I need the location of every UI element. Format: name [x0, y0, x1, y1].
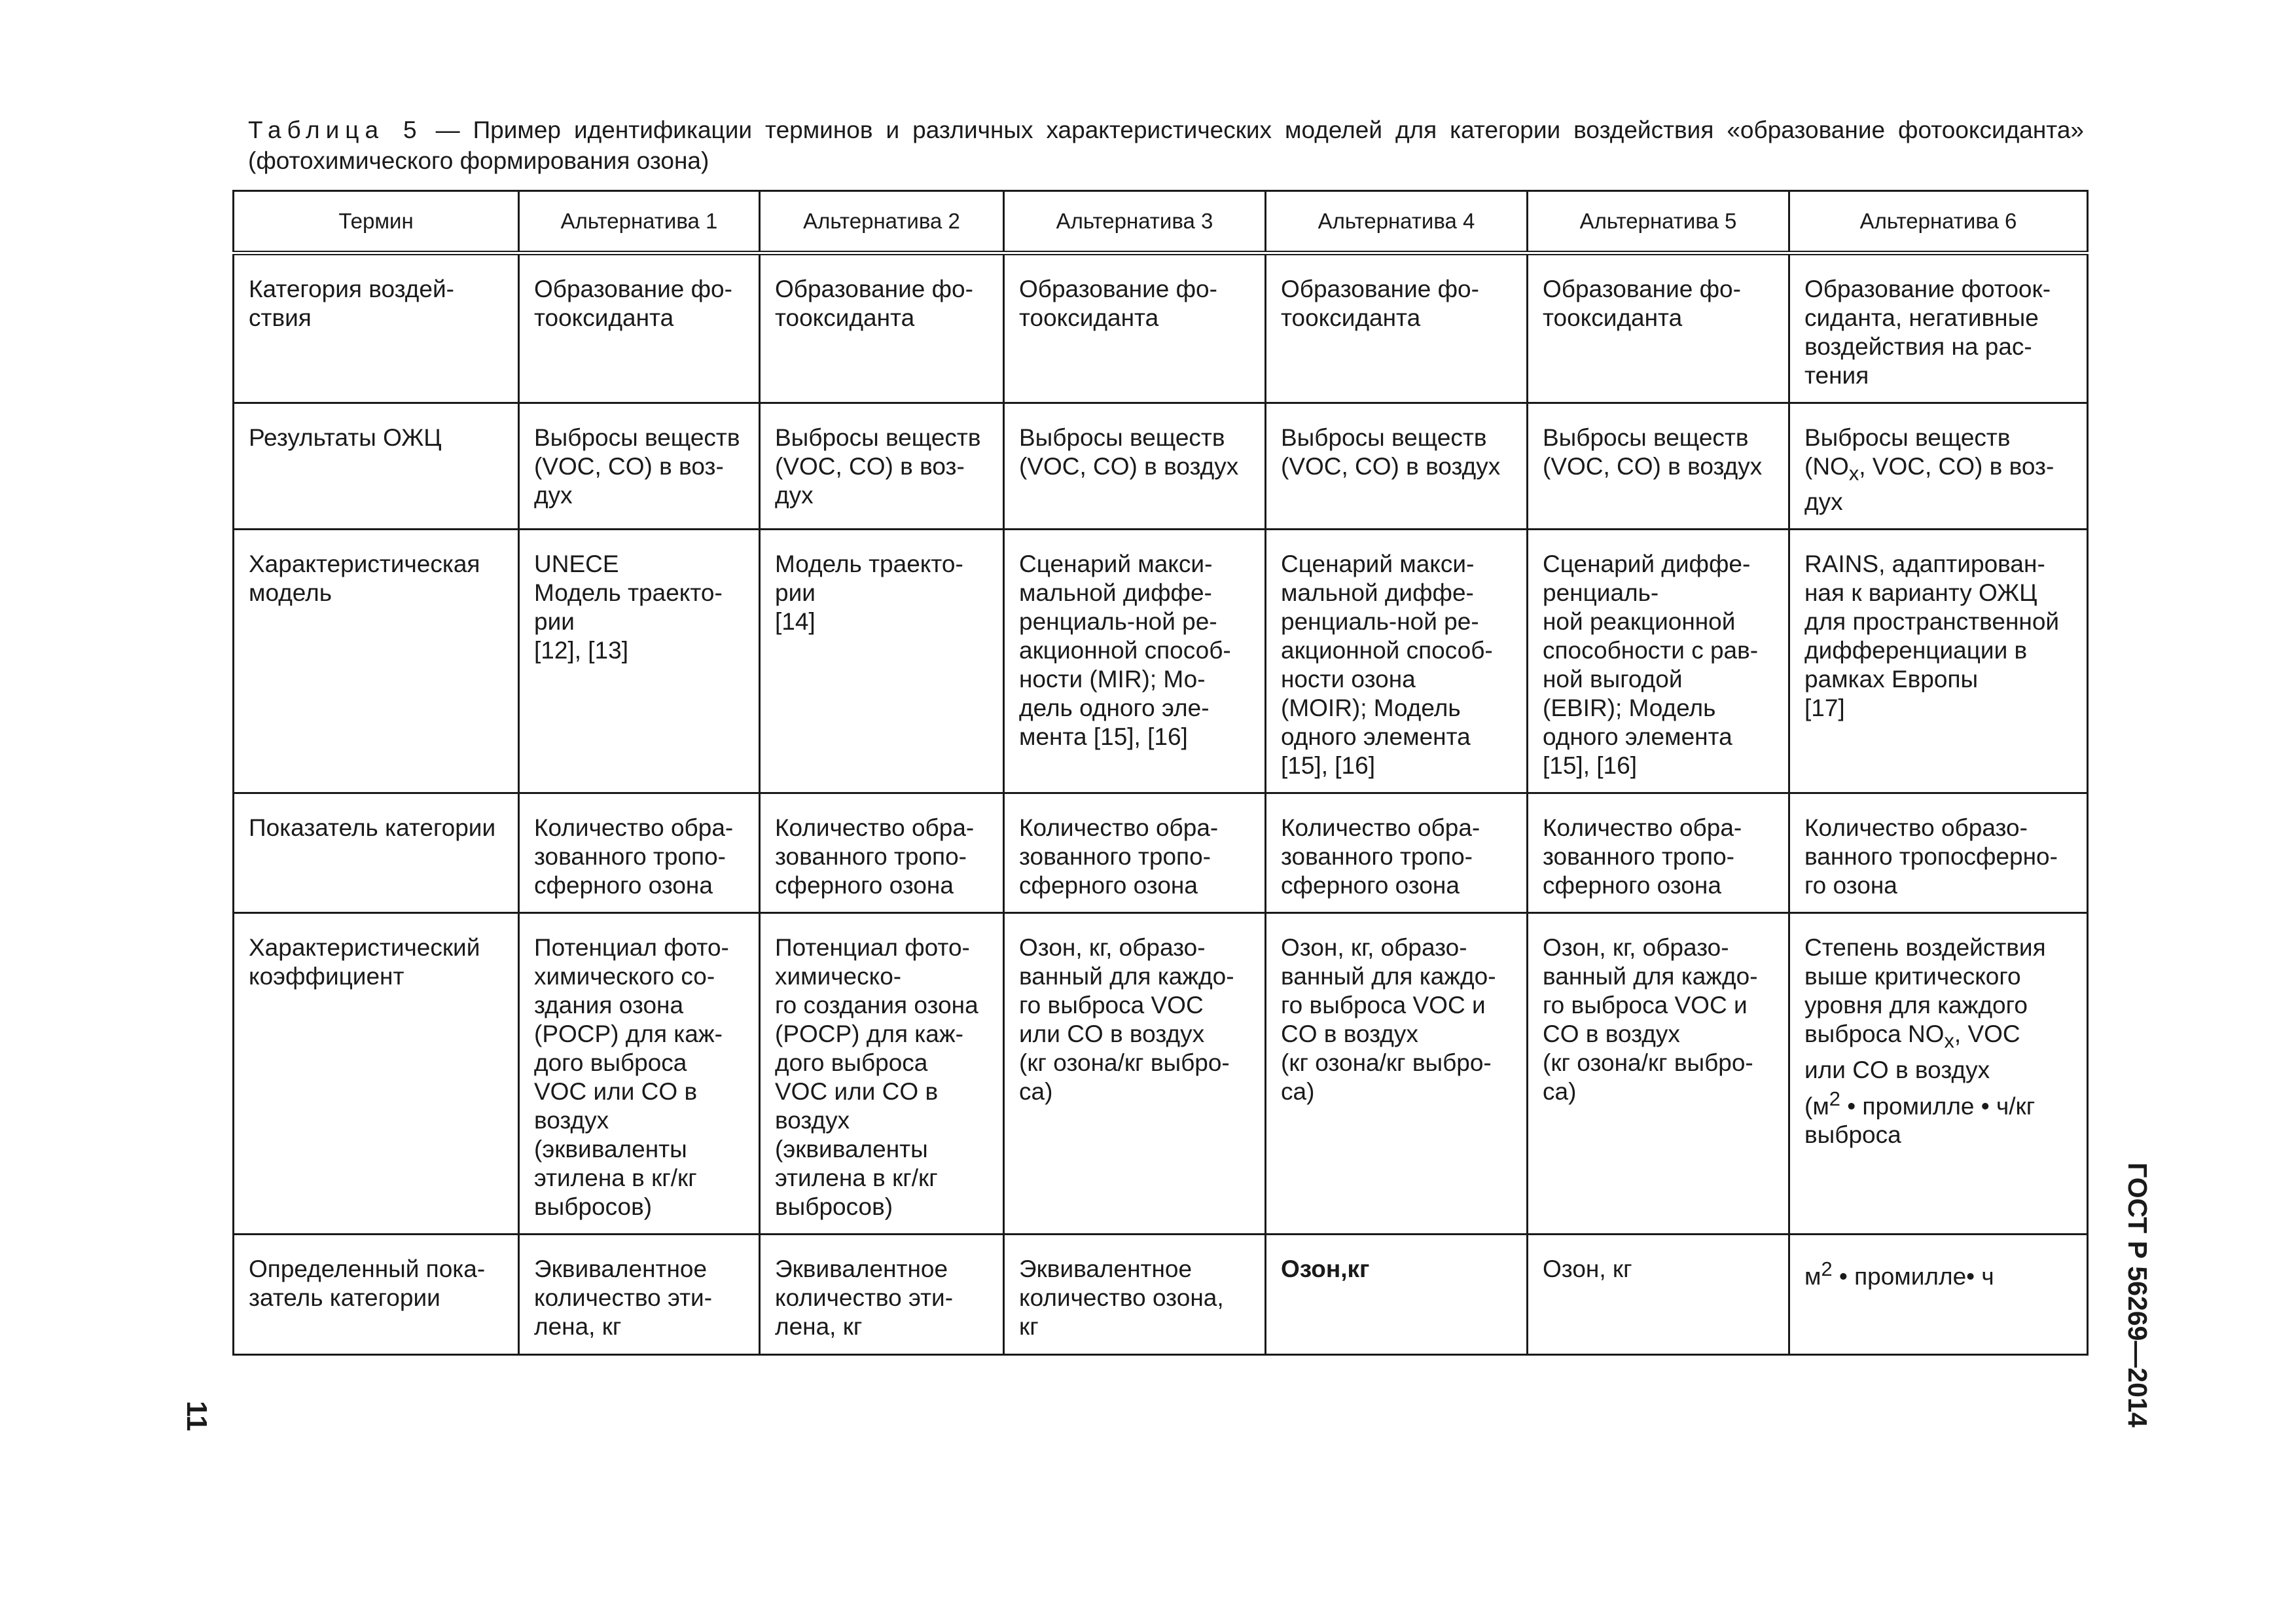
table-cell: Сценарий макси- мальной диффе- ренциаль-ной ре- акционной способ- ности (MIR); Мо- дель одного эле- мента [15], [16]	[1004, 530, 1266, 793]
table-cell: Озон, кг, образо- ванный для каждо- го выброса VOC и CO в воздух (кг озона/кг выбро- са)	[1528, 913, 1789, 1235]
table-cell: Озон, кг, образо- ванный для каждо- го выброса VOC и CO в воздух (кг озона/кг выбро- са)	[1266, 913, 1528, 1235]
table-cell: Количество обра- зованного тропо- сферного озона	[1004, 793, 1266, 913]
table-cell: Образование фо- тооксиданта	[519, 253, 760, 403]
table-caption-text: — Пример идентификации терминов и различных характеристических моделей для категории воздействия «образование фотооксиданта» (фотохимического формирования озона)	[248, 117, 2084, 174]
column-header-alt-3: Альтернатива 3	[1004, 191, 1266, 253]
cell-text-part: Степень воздействия выше критического уровня для каждого выброса NO	[1804, 934, 2046, 1048]
table-row-defined-indicator	[234, 1235, 2088, 1355]
table-cell: Количество образо- ванного тропосферно- го озона	[1789, 793, 2088, 913]
table-cell: Количество обра- зованного тропо- сферного озона	[519, 793, 760, 913]
superscript-text: 2	[1829, 1087, 1840, 1110]
table-header-row	[234, 191, 2088, 253]
column-header-alt-4: Альтернатива 4	[1266, 191, 1528, 253]
table-cell	[1789, 403, 2088, 530]
column-header-term: Термин	[234, 191, 519, 253]
row-term-cell: Категория воздей- ствия	[234, 253, 519, 403]
column-header-alt-2: Альтернатива 2	[760, 191, 1004, 253]
table-cell: Модель траекто- рии [14]	[760, 530, 1004, 793]
table-cell: Эквивалентное количество озона, кг	[1004, 1235, 1266, 1355]
row-term-cell: Характеристический коэффициент	[234, 913, 519, 1235]
table-row-impact-category	[234, 253, 2088, 403]
column-header-alt-1: Альтернатива 1	[519, 191, 760, 253]
cell-text-part: м	[1804, 1263, 1821, 1290]
cell-text-part: Выбросы веществ (NO	[1804, 424, 2011, 480]
table-row-characterization-factor	[234, 913, 2088, 1235]
table-cell: UNECE Модель траекто- рии [12], [13]	[519, 530, 760, 793]
table-row-lca-results	[234, 403, 2088, 530]
column-header-alt-5: Альтернатива 5	[1528, 191, 1789, 253]
row-term-cell: Определенный пока- затель категории	[234, 1235, 519, 1355]
superscript-text: 2	[1821, 1257, 1833, 1281]
comparison-table	[232, 190, 2089, 1356]
table-cell: Выбросы веществ (VOC, CO) в воздух	[1266, 403, 1528, 530]
table-row-characterization-model	[234, 530, 2088, 793]
table-row-category-indicator	[234, 793, 2088, 913]
table-cell	[1789, 913, 2088, 1235]
table-cell: Потенциал фото- химического со- здания озона (POCP) для каж- дого выброса VOC или CO в воздух (эквиваленты этилена в кг/кг выбросов)	[519, 913, 760, 1235]
table-cell: Выбросы веществ (VOC, CO) в воз- дух	[519, 403, 760, 530]
table-cell: Сценарий диффе- ренциаль- ной реакционной способности с рав- ной выгодой (EBIR); Модель одного элемента [15], [16]	[1528, 530, 1789, 793]
table-cell: Выбросы веществ (VOC, CO) в воздух	[1528, 403, 1789, 530]
table-cell: Образование фо- тооксиданта	[1528, 253, 1789, 403]
table-cell: Озон, кг	[1528, 1235, 1789, 1355]
cell-text-part: • промилле • ч/кг выброса	[1804, 1092, 2036, 1149]
subscript-text: x	[1848, 461, 1859, 485]
column-header-alt-6: Альтернатива 6	[1789, 191, 2088, 253]
table-cell: Образование фо- тооксиданта	[1004, 253, 1266, 403]
table-cell: Выбросы веществ (VOC, CO) в воз- дух	[760, 403, 1004, 530]
cell-text-part: • промилле• ч	[1832, 1263, 1994, 1290]
table-caption-prefix: Таблица 5	[248, 117, 423, 143]
cell-text-part: , VOC или CO в воздух (м	[1804, 1020, 2020, 1120]
table-cell	[1789, 1235, 2088, 1355]
table-cell: Озон,кг	[1266, 1235, 1528, 1355]
table-cell: Потенциал фото- химическо- го создания озона (POCP) для каж- дого выброса VOC или CO в воздух (эквиваленты этилена в кг/кг выбросов)	[760, 913, 1004, 1235]
document-standard-label: ГОСТ Р 56269—2014	[2123, 1163, 2153, 1428]
table-cell: Количество обра- зованного тропо- сферного озона	[1266, 793, 1528, 913]
row-term-cell: Результаты ОЖЦ	[234, 403, 519, 530]
table-cell: Эквивалентное количество эти- лена, кг	[760, 1235, 1004, 1355]
table-cell: Эквивалентное количество эти- лена, кг	[519, 1235, 760, 1355]
table-cell: RAINS, адаптирован- ная к варианту ОЖЦ для пространственной дифференциации в рамках Европы [17]	[1789, 530, 2088, 793]
table-cell: Образование фо- тооксиданта	[1266, 253, 1528, 403]
table-cell: Выбросы веществ (VOC, CO) в воздух	[1004, 403, 1266, 530]
table-cell: Количество обра- зованного тропо- сферного озона	[1528, 793, 1789, 913]
table-cell: Образование фо- тооксиданта	[760, 253, 1004, 403]
table-cell: Озон, кг, образо- ванный для каждо- го выброса VOC или CO в воздух (кг озона/кг выбро- са)	[1004, 913, 1266, 1235]
table-caption	[248, 115, 2084, 176]
row-term-cell: Характеристическая модель	[234, 530, 519, 793]
row-term-cell: Показатель категории	[234, 793, 519, 913]
subscript-text: x	[1944, 1029, 1954, 1053]
cell-text-part: , VOC, CO) в воз- дух	[1804, 453, 2054, 516]
page-number: 11	[181, 1401, 213, 1432]
table-cell: Образование фотоок- сиданта, негативные воздействия на рас- тения	[1789, 253, 2088, 403]
table-cell: Количество обра- зованного тропо- сферного озона	[760, 793, 1004, 913]
table-cell: Сценарий макси- мальной диффе- ренциаль-ной ре- акционной способ- ности озона (MOIR); Модель одного элемента [15], [16]	[1266, 530, 1528, 793]
